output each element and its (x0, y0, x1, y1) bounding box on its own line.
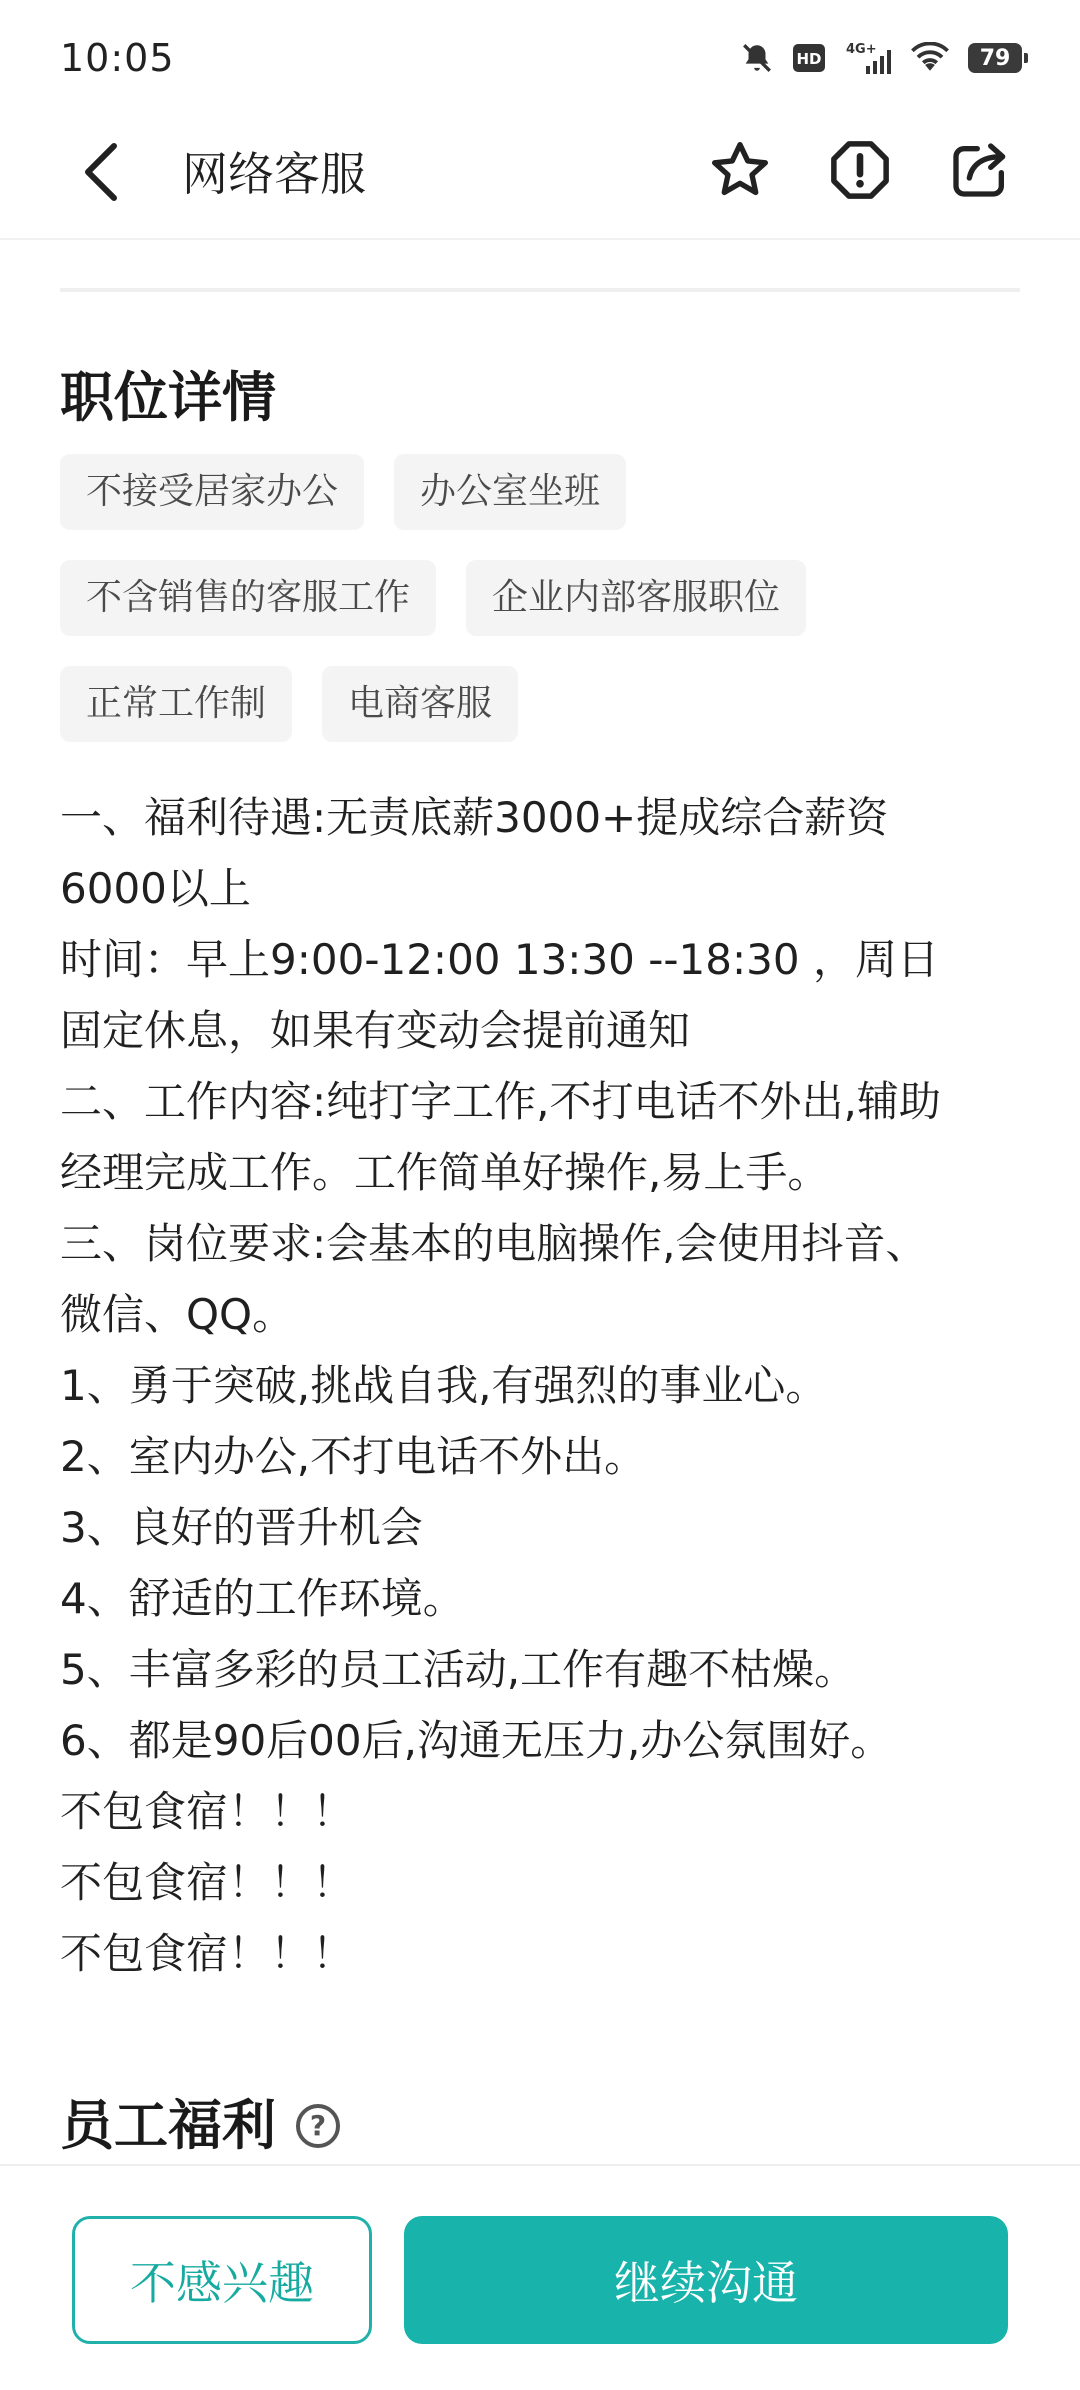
favorite-button[interactable] (698, 130, 782, 214)
share-button[interactable] (938, 130, 1022, 214)
description-line: 3、良好的晋升机会 (60, 1503, 423, 1552)
help-icon[interactable] (296, 2104, 340, 2148)
battery-level: 79 (979, 45, 1011, 71)
status-icons (740, 36, 1022, 80)
tag-row (60, 454, 1020, 530)
job-tag: 正常工作制 (60, 666, 292, 742)
job-tag: 办公室坐班 (394, 454, 626, 530)
job-details-title: 职位详情 (60, 366, 276, 429)
benefits-heading (60, 2090, 340, 2162)
chevron-left-icon (80, 140, 124, 208)
description-line: 不包食宿！！！ (60, 1858, 355, 1907)
description-line: 不包食宿！！！ (60, 1929, 355, 1978)
description-line: 一、福利待遇:无责底薪3000+提成综合薪资 (60, 793, 889, 842)
benefits-title: 员工福利 (60, 2094, 276, 2157)
job-tag: 企业内部客服职位 (466, 560, 806, 636)
description-line: 不包食宿！！！ (60, 1787, 355, 1836)
battery-icon (968, 43, 1022, 73)
report-button[interactable] (818, 130, 902, 214)
page-title: 网络客服 (182, 147, 366, 201)
status-bar (0, 0, 1080, 110)
description-line: 6、都是90后00后,沟通无压力,办公氛围好。 (60, 1716, 893, 1765)
description-line: 经理完成工作。工作简单好操作,易上手。 (60, 1148, 830, 1197)
description-line: 固定休息，如果有变动会提前通知 (60, 1006, 691, 1055)
continue-chat-button[interactable]: 继续沟通 (404, 2216, 1008, 2344)
description-line: 时间：早上9:00-12:00 13:30 --18:30 ，周日 (60, 935, 939, 984)
description-line: 4、舒适的工作环境。 (60, 1574, 465, 1623)
job-tag: 不含销售的客服工作 (60, 560, 436, 636)
description-line: 1、勇于突破,挑战自我,有强烈的事业心。 (60, 1361, 828, 1410)
back-button[interactable] (62, 134, 142, 214)
description-line: 二、工作内容:纯打字工作,不打电话不外出,辅助 (60, 1077, 941, 1126)
share-icon (948, 138, 1012, 206)
job-tags (60, 454, 1020, 772)
description-line: 三、岗位要求:会基本的电脑操作,会使用抖音、 (60, 1219, 928, 1268)
star-icon (708, 138, 772, 206)
tag-row (60, 560, 1020, 636)
description-line: 2、室内办公,不打电话不外出。 (60, 1432, 647, 1481)
description-line: 微信、QQ。 (60, 1290, 295, 1339)
help-glyph: ? (309, 2109, 327, 2142)
job-tag: 电商客服 (322, 666, 518, 742)
description-line: 5、丰富多彩的员工活动,工作有趣不枯燥。 (60, 1645, 857, 1694)
top-app-bar (0, 110, 1080, 240)
network-label: 4G+ (846, 42, 877, 57)
bell-off-icon (740, 41, 774, 75)
warning-icon (827, 137, 893, 207)
section-divider (60, 288, 1020, 292)
tag-row (60, 666, 1020, 742)
job-tag: 不接受居家办公 (60, 454, 364, 530)
status-time: 10:05 (60, 36, 175, 80)
hd-icon (792, 43, 826, 73)
not-interested-button[interactable]: 不感兴趣 (72, 2216, 372, 2344)
description-line: 6000以上 (60, 864, 251, 913)
cellular-signal-icon (844, 40, 892, 76)
job-description (60, 782, 1020, 1989)
wifi-icon (910, 42, 950, 74)
bottom-action-bar (0, 2164, 1080, 2390)
hd-label: HD (796, 50, 822, 68)
